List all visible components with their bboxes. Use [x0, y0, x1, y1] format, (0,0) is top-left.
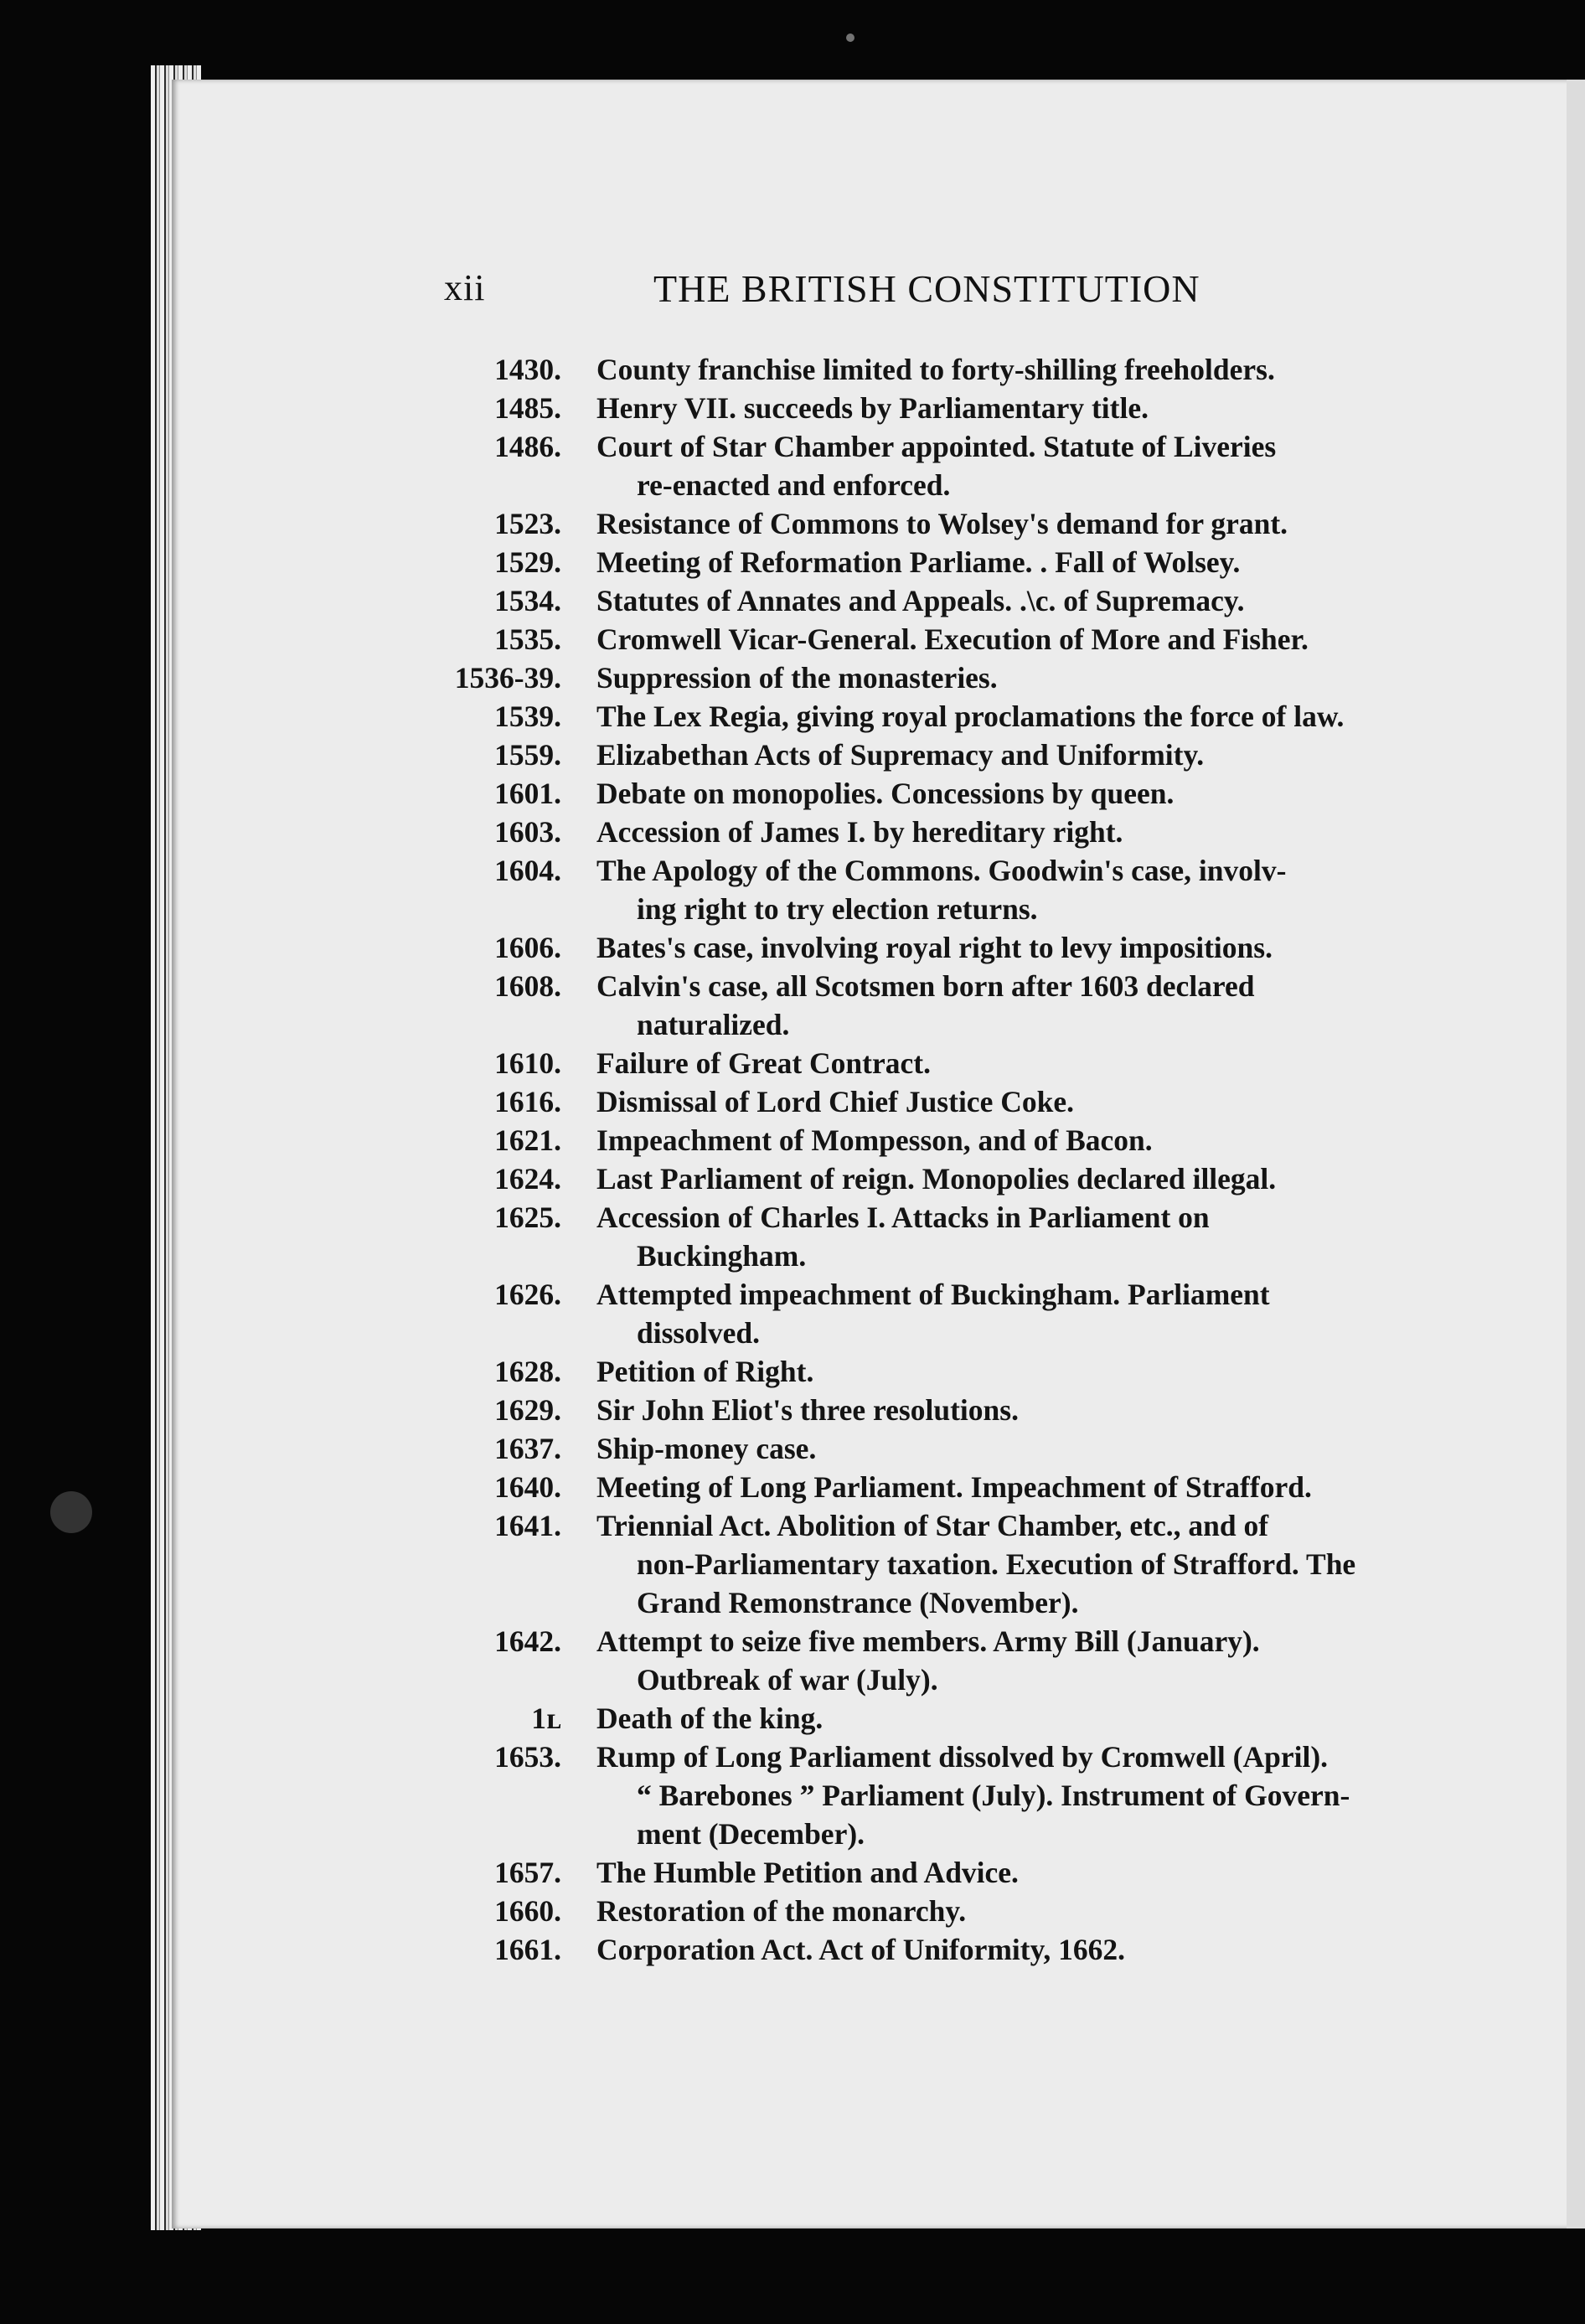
entry-date: 1534.	[494, 584, 561, 617]
entry-date: 1640.	[494, 1470, 561, 1504]
entry-date: 1616.	[494, 1085, 561, 1118]
entry-date: 1539.	[494, 700, 561, 733]
entry-date: 1601.	[494, 777, 561, 810]
entry-text	[596, 581, 1458, 620]
entry-date: 1603.	[494, 815, 561, 849]
entry-text-continuation: Grand Remonstrance (November).	[637, 1586, 1079, 1619]
entry-date: 1536-39.	[454, 661, 561, 695]
entry-text	[596, 928, 1458, 967]
entry-text-line: Attempt to seize five members. Army Bill (January).	[596, 1624, 1260, 1658]
entry-text-line: Calvin's case, all Scotsmen born after 1603 declared	[596, 969, 1255, 1003]
entry-text-continuation: non-Parliamentary taxation. Execution of Strafford. The	[637, 1547, 1356, 1581]
chronology-list	[419, 350, 1458, 1969]
chronology-entry	[419, 1892, 1458, 1930]
entry-text-line: Petition of Right.	[596, 1355, 814, 1388]
entry-text	[596, 1391, 1458, 1429]
entry-text	[596, 774, 1458, 813]
entry-text	[596, 543, 1458, 581]
scan-speck	[50, 1491, 92, 1533]
entry-text	[596, 1044, 1458, 1082]
entry-text	[596, 1121, 1458, 1159]
entry-text-continuation: ment (December).	[637, 1817, 865, 1851]
chronology-entry	[419, 581, 1458, 620]
entry-date: 1660.	[494, 1894, 561, 1928]
entry-text	[596, 967, 1458, 1044]
entry-text-continuation: Buckingham.	[637, 1239, 807, 1273]
entry-date: 1642.	[494, 1624, 561, 1658]
page-number: xii	[444, 267, 486, 308]
entry-text	[596, 1853, 1458, 1892]
entry-text	[596, 1892, 1458, 1930]
entry-text	[596, 697, 1458, 736]
entry-date: 1641.	[494, 1509, 561, 1542]
entry-date: 1610.	[494, 1046, 561, 1080]
chronology-entry	[419, 1930, 1458, 1969]
chronology-entry	[419, 389, 1458, 427]
entry-text	[596, 736, 1458, 774]
entry-date: 1608.	[494, 969, 561, 1003]
entry-text	[596, 813, 1458, 851]
entry-text	[596, 851, 1458, 928]
entry-text-line: The Apology of the Commons. Goodwin's case, involv-	[596, 854, 1287, 887]
entry-date: 1657.	[494, 1856, 561, 1889]
entry-text-line: Suppression of the monasteries.	[596, 661, 998, 695]
entry-text	[596, 350, 1458, 389]
chronology-entry	[419, 504, 1458, 543]
chronology-entry	[419, 851, 1458, 928]
entry-date: 1621.	[494, 1123, 561, 1157]
entry-text	[596, 1622, 1458, 1699]
entry-text-line: Henry VII. succeeds by Parliamentary title.	[596, 391, 1149, 425]
entry-text-line: The Lex Regia, giving royal proclamations the force of law.	[596, 700, 1345, 733]
entry-text-line: Elizabethan Acts of Supremacy and Uniformity.	[596, 738, 1205, 772]
chronology-entry	[419, 813, 1458, 851]
chronology-entry	[419, 967, 1458, 1044]
entry-date: 1523.	[494, 507, 561, 540]
chronology-entry	[419, 1275, 1458, 1352]
entry-text	[596, 658, 1458, 697]
entry-text	[596, 1930, 1458, 1969]
entry-text-line: Statutes of Annates and Appeals. .\c. of Supremacy.	[596, 584, 1245, 617]
chronology-entry	[419, 427, 1458, 504]
entry-date: 1653.	[494, 1740, 561, 1774]
entry-text-line: Impeachment of Mompesson, and of Bacon.	[596, 1123, 1153, 1157]
entry-text-line: Triennial Act. Abolition of Star Chamber, etc., and of	[596, 1509, 1269, 1542]
entry-text-line: County franchise limited to forty-shilling freeholders.	[596, 353, 1275, 386]
chronology-entry	[419, 1738, 1458, 1853]
entry-date: 1535.	[494, 622, 561, 656]
entry-date: 1637.	[494, 1432, 561, 1465]
entry-text	[596, 504, 1458, 543]
entry-text	[596, 620, 1458, 658]
chronology-entry	[419, 928, 1458, 967]
chronology-entry	[419, 1082, 1458, 1121]
chronology-entry	[419, 1622, 1458, 1699]
entry-date: 1625.	[494, 1201, 561, 1234]
entry-text-line: Court of Star Chamber appointed. Statute of Liveries	[596, 430, 1277, 463]
entry-text-continuation: Outbreak of war (July).	[637, 1663, 938, 1697]
entry-text-line: Resistance of Commons to Wolsey's demand for grant.	[596, 507, 1288, 540]
entry-text-continuation: re-enacted and enforced.	[637, 468, 951, 502]
chronology-entry	[419, 1853, 1458, 1892]
entry-text-line: Debate on monopolies. Concessions by queen.	[596, 777, 1175, 810]
entry-date: 1628.	[494, 1355, 561, 1388]
entry-text-line: Meeting of Reformation Parliame. . Fall of Wolsey.	[596, 545, 1241, 579]
entry-text-line: Last Parliament of reign. Monopolies declared illegal.	[596, 1162, 1277, 1196]
entry-date: 1529.	[494, 545, 561, 579]
entry-text-line: Sir John Eliot's three resolutions.	[596, 1393, 1019, 1427]
entry-text	[596, 1429, 1458, 1468]
entry-text	[596, 1159, 1458, 1198]
entry-text	[596, 1352, 1458, 1391]
chronology-entry	[419, 350, 1458, 389]
entry-text-line: Meeting of Long Parliament. Impeachment of Strafford.	[596, 1470, 1312, 1504]
entry-text-line: The Humble Petition and Advice.	[596, 1856, 1019, 1889]
entry-date: 1629.	[494, 1393, 561, 1427]
entry-date: 1626.	[494, 1278, 561, 1311]
chronology-entry	[419, 736, 1458, 774]
chronology-entry	[419, 1391, 1458, 1429]
page-header	[444, 266, 1282, 325]
page-right-edge	[1567, 80, 1585, 2228]
chronology-entry	[419, 1429, 1458, 1468]
entry-text-continuation: “ Barebones ” Parliament (July). Instrument of Govern-	[637, 1779, 1350, 1812]
chronology-entry	[419, 1198, 1458, 1275]
running-title: THE BRITISH CONSTITUTION	[653, 267, 1200, 310]
entry-text-line: Restoration of the monarchy.	[596, 1894, 967, 1928]
entry-text-line: Bates's case, involving royal right to levy impositions.	[596, 931, 1273, 964]
entry-text-line: Accession of Charles I. Attacks in Parliament on	[596, 1201, 1210, 1234]
entry-text-line: Dismissal of Lord Chief Justice Coke.	[596, 1085, 1074, 1118]
chronology-entry	[419, 774, 1458, 813]
entry-text-line: Corporation Act. Act of Uniformity, 1662.	[596, 1933, 1126, 1966]
entry-text-continuation: naturalized.	[637, 1008, 790, 1041]
entry-text-line: Ship-money case.	[596, 1432, 817, 1465]
entry-text-line: Attempted impeachment of Buckingham. Parliament	[596, 1278, 1270, 1311]
entry-date: 1485.	[494, 391, 561, 425]
entry-text-line: Death of the king.	[596, 1702, 823, 1735]
entry-date: 1661.	[494, 1933, 561, 1966]
entry-date: 1559.	[494, 738, 561, 772]
entry-text	[596, 1699, 1458, 1738]
entry-date: 1486.	[494, 430, 561, 463]
entry-text	[596, 1082, 1458, 1121]
chronology-entry	[419, 1468, 1458, 1506]
chronology-entry	[419, 620, 1458, 658]
entry-text-line: Accession of James I. by hereditary right.	[596, 815, 1123, 849]
entry-date: 1606.	[494, 931, 561, 964]
chronology-entry	[419, 697, 1458, 736]
chronology-entry	[419, 658, 1458, 697]
entry-text-continuation: dissolved.	[637, 1316, 760, 1350]
entry-text-line: Failure of Great Contract.	[596, 1046, 931, 1080]
scan-speck	[846, 34, 854, 42]
entry-date: 1ʟ	[531, 1702, 561, 1735]
chronology-entry	[419, 1159, 1458, 1198]
chronology-entry	[419, 543, 1458, 581]
entry-text-line: Cromwell Vicar-General. Execution of More and Fisher.	[596, 622, 1309, 656]
entry-text	[596, 1198, 1458, 1275]
entry-text	[596, 1468, 1458, 1506]
entry-text	[596, 427, 1458, 504]
entry-text-continuation: ing right to try election returns.	[637, 892, 1038, 926]
entry-text	[596, 1275, 1458, 1352]
entry-text	[596, 1738, 1458, 1853]
entry-text	[596, 389, 1458, 427]
chronology-entry	[419, 1506, 1458, 1622]
entry-date: 1604.	[494, 854, 561, 887]
entry-text-line: Rump of Long Parliament dissolved by Cromwell (April).	[596, 1740, 1329, 1774]
entry-date: 1624.	[494, 1162, 561, 1196]
chronology-entry	[419, 1352, 1458, 1391]
entry-text	[596, 1506, 1458, 1622]
chronology-entry	[419, 1699, 1458, 1738]
entry-date: 1430.	[494, 353, 561, 386]
chronology-entry	[419, 1044, 1458, 1082]
chronology-entry	[419, 1121, 1458, 1159]
